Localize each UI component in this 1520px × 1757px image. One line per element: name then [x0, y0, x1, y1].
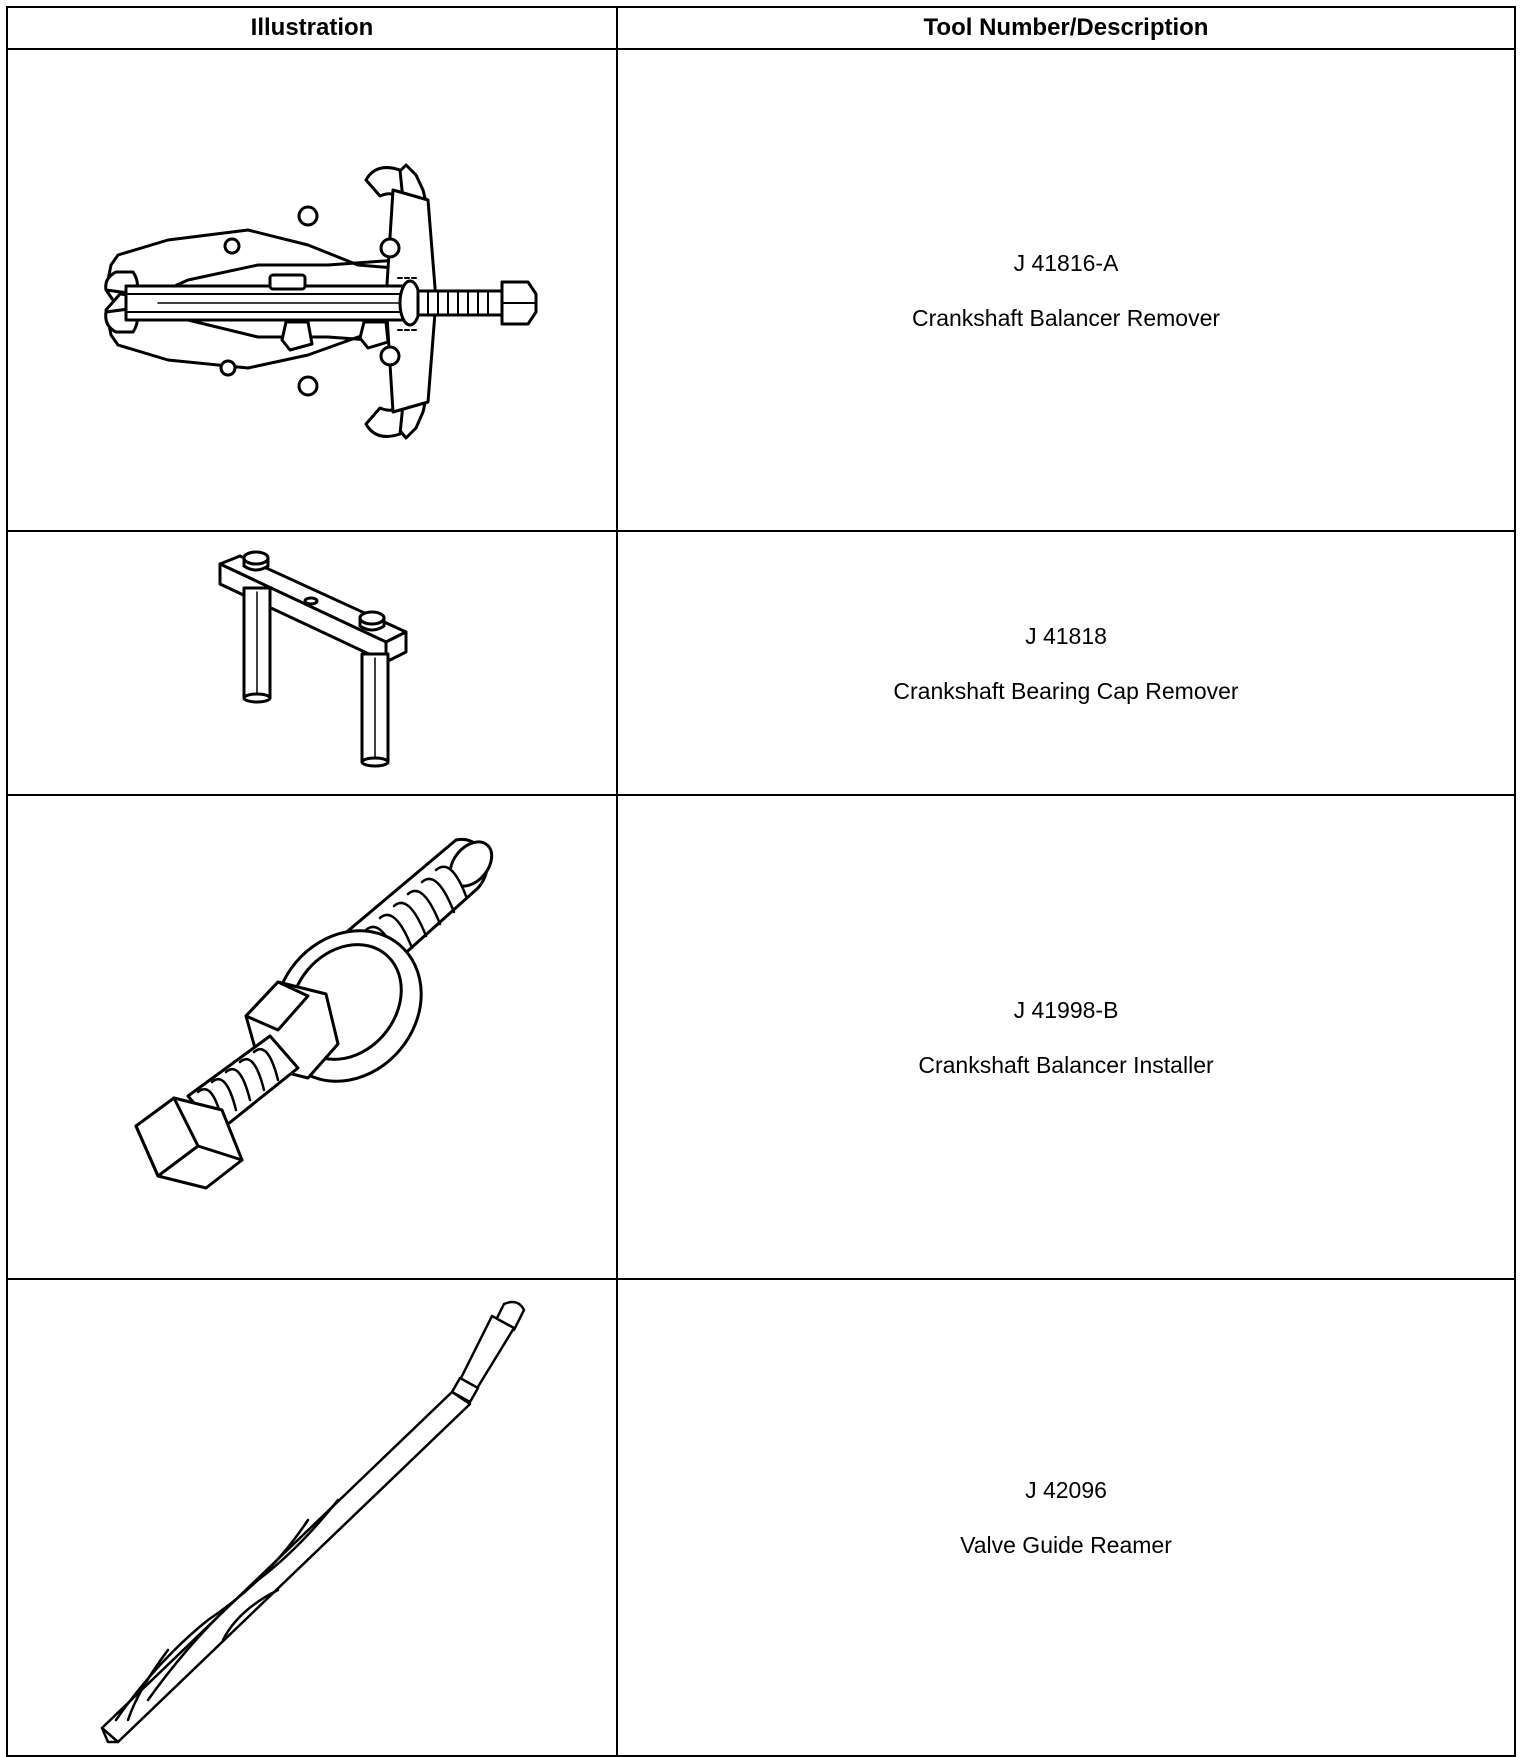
description-cell [617, 795, 1515, 1279]
illustration-header: Illustration [7, 7, 617, 49]
tool-description: Crankshaft Bearing Cap Remover [893, 677, 1239, 704]
illustration-cell [7, 1279, 617, 1756]
description-cell [617, 531, 1515, 795]
table-row [7, 531, 1515, 795]
tool-number: J 41818 [1025, 622, 1107, 649]
tools-table [6, 6, 1516, 1757]
illustration-cell [7, 795, 617, 1279]
tool-number: J 42096 [1025, 1477, 1107, 1503]
puller-icon [8, 50, 617, 530]
tool-header: Tool Number/Description [617, 7, 1515, 49]
tool-description: Valve Guide Reamer [960, 1532, 1172, 1558]
threaded-installer-icon [8, 796, 617, 1278]
tool-description: Crankshaft Balancer Remover [911, 304, 1221, 331]
table-row [7, 49, 1515, 531]
tool-number: J 41816-A [1013, 249, 1119, 276]
table-row [7, 1279, 1515, 1756]
illustration-cell [7, 49, 617, 531]
reamer-icon [8, 1280, 617, 1755]
bearing-cap-remover-icon [8, 532, 617, 794]
description-cell [617, 1279, 1515, 1756]
table-row [7, 795, 1515, 1279]
tool-description: Crankshaft Balancer Installer [918, 1051, 1214, 1078]
header-row [7, 7, 1515, 49]
description-cell [617, 49, 1515, 531]
tool-number: J 41998-B [1013, 996, 1119, 1023]
illustration-cell [7, 531, 617, 795]
